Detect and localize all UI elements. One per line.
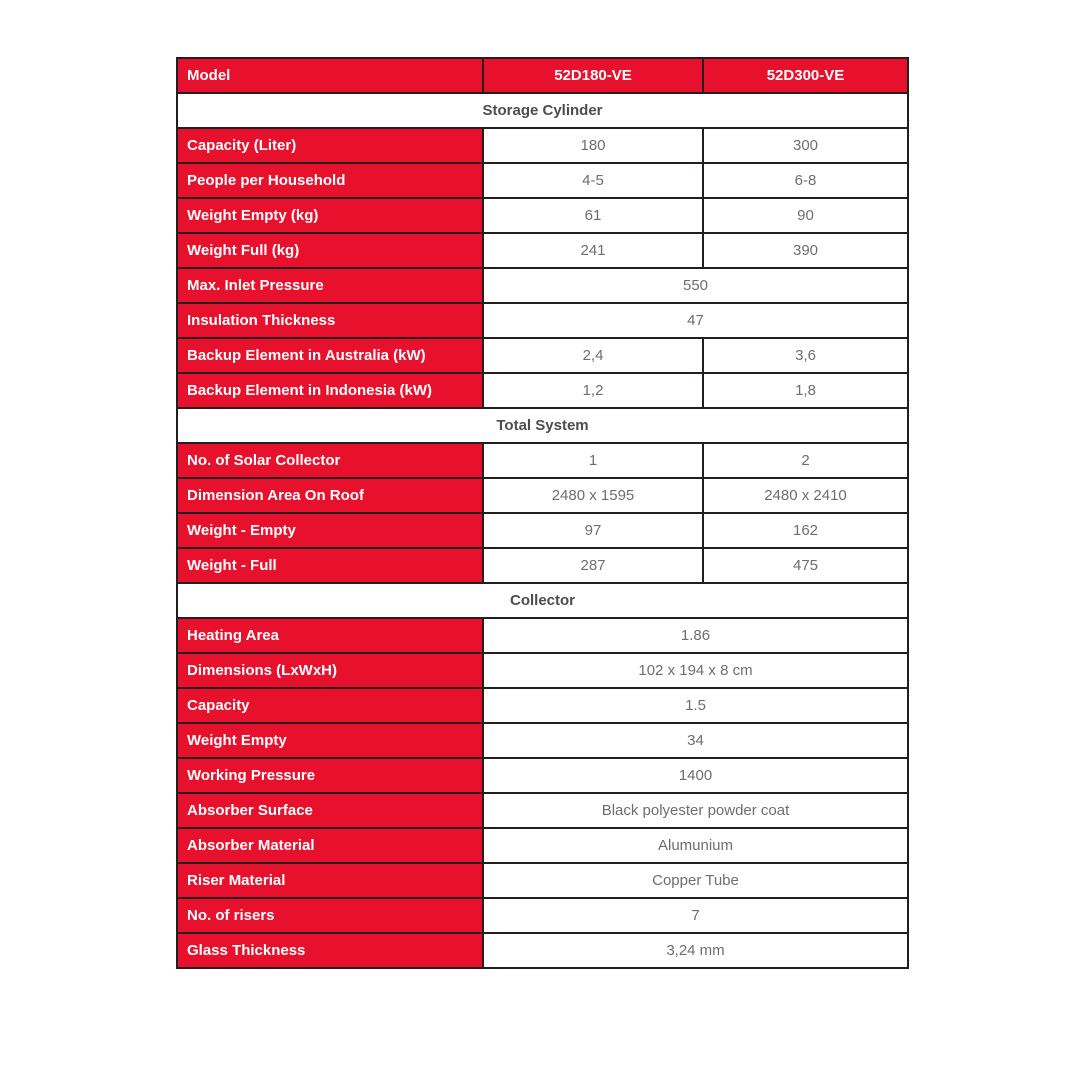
section-title: Collector bbox=[177, 583, 908, 618]
section-row-storage-cylinder bbox=[177, 93, 908, 128]
row-value-span: Black polyester powder coat bbox=[483, 793, 908, 828]
row-value-2: 300 bbox=[703, 128, 908, 163]
row-label: Riser Material bbox=[177, 863, 483, 898]
spec-row-capacity-liter bbox=[177, 128, 908, 163]
spec-row-absorber-material bbox=[177, 828, 908, 863]
spec-row-backup-element-australia bbox=[177, 338, 908, 373]
row-value-2: 2 bbox=[703, 443, 908, 478]
row-value-2: 6-8 bbox=[703, 163, 908, 198]
row-label: Working Pressure bbox=[177, 758, 483, 793]
row-label: Max. Inlet Pressure bbox=[177, 268, 483, 303]
row-value-span: 7 bbox=[483, 898, 908, 933]
row-value-1: 2480 x 1595 bbox=[483, 478, 703, 513]
row-value-span: Alumunium bbox=[483, 828, 908, 863]
model-header-label: Model bbox=[177, 58, 483, 93]
row-label: Capacity bbox=[177, 688, 483, 723]
row-value-span: 3,24 mm bbox=[483, 933, 908, 968]
row-value-1: 1,2 bbox=[483, 373, 703, 408]
spec-row-people-per-household bbox=[177, 163, 908, 198]
row-label: Backup Element in Indonesia (kW) bbox=[177, 373, 483, 408]
spec-table bbox=[176, 57, 909, 969]
row-value-1: 180 bbox=[483, 128, 703, 163]
table-header-row bbox=[177, 58, 908, 93]
row-value-2: 162 bbox=[703, 513, 908, 548]
row-value-1: 97 bbox=[483, 513, 703, 548]
spec-row-riser-material bbox=[177, 863, 908, 898]
row-value-span: 1400 bbox=[483, 758, 908, 793]
row-label: Capacity (Liter) bbox=[177, 128, 483, 163]
row-label: People per Household bbox=[177, 163, 483, 198]
row-value-2: 2480 x 2410 bbox=[703, 478, 908, 513]
row-label: Weight - Empty bbox=[177, 513, 483, 548]
row-value-1: 241 bbox=[483, 233, 703, 268]
spec-row-working-pressure bbox=[177, 758, 908, 793]
row-value-span: 1.5 bbox=[483, 688, 908, 723]
spec-row-collector-weight-empty bbox=[177, 723, 908, 758]
row-value-2: 3,6 bbox=[703, 338, 908, 373]
model-name-1: 52D180-VE bbox=[483, 58, 703, 93]
row-label: Weight Empty bbox=[177, 723, 483, 758]
row-value-span: 102 x 194 x 8 cm bbox=[483, 653, 908, 688]
spec-row-dimensions-lxwxh bbox=[177, 653, 908, 688]
row-value-span: 1.86 bbox=[483, 618, 908, 653]
row-label: No. of Solar Collector bbox=[177, 443, 483, 478]
row-value-span: 34 bbox=[483, 723, 908, 758]
row-value-span: Copper Tube bbox=[483, 863, 908, 898]
section-title: Storage Cylinder bbox=[177, 93, 908, 128]
row-value-span: 47 bbox=[483, 303, 908, 338]
model-name-2: 52D300-VE bbox=[703, 58, 908, 93]
row-value-1: 1 bbox=[483, 443, 703, 478]
spec-row-dimension-area-on-roof bbox=[177, 478, 908, 513]
spec-row-absorber-surface bbox=[177, 793, 908, 828]
row-label: Heating Area bbox=[177, 618, 483, 653]
row-value-1: 2,4 bbox=[483, 338, 703, 373]
row-label: Backup Element in Australia (kW) bbox=[177, 338, 483, 373]
row-label: Absorber Surface bbox=[177, 793, 483, 828]
row-label: No. of risers bbox=[177, 898, 483, 933]
row-label: Dimension Area On Roof bbox=[177, 478, 483, 513]
row-value-1: 4-5 bbox=[483, 163, 703, 198]
spec-row-weight-empty-kg bbox=[177, 198, 908, 233]
row-label: Weight Full (kg) bbox=[177, 233, 483, 268]
row-value-2: 90 bbox=[703, 198, 908, 233]
row-label: Dimensions (LxWxH) bbox=[177, 653, 483, 688]
spec-row-system-weight-empty bbox=[177, 513, 908, 548]
row-value-2: 1,8 bbox=[703, 373, 908, 408]
spec-row-no-of-solar-collector bbox=[177, 443, 908, 478]
row-value-1: 287 bbox=[483, 548, 703, 583]
row-label: Glass Thickness bbox=[177, 933, 483, 968]
row-value-2: 475 bbox=[703, 548, 908, 583]
spec-row-backup-element-indonesia bbox=[177, 373, 908, 408]
section-row-total-system bbox=[177, 408, 908, 443]
section-title: Total System bbox=[177, 408, 908, 443]
spec-row-heating-area bbox=[177, 618, 908, 653]
spec-row-max-inlet-pressure bbox=[177, 268, 908, 303]
section-row-collector bbox=[177, 583, 908, 618]
row-value-1: 61 bbox=[483, 198, 703, 233]
spec-row-no-of-risers bbox=[177, 898, 908, 933]
spec-row-insulation-thickness bbox=[177, 303, 908, 338]
spec-row-system-weight-full bbox=[177, 548, 908, 583]
spec-row-weight-full-kg bbox=[177, 233, 908, 268]
row-value-2: 390 bbox=[703, 233, 908, 268]
row-label: Absorber Material bbox=[177, 828, 483, 863]
spec-row-glass-thickness bbox=[177, 933, 908, 968]
row-value-span: 550 bbox=[483, 268, 908, 303]
row-label: Weight - Full bbox=[177, 548, 483, 583]
row-label: Weight Empty (kg) bbox=[177, 198, 483, 233]
spec-row-collector-capacity bbox=[177, 688, 908, 723]
row-label: Insulation Thickness bbox=[177, 303, 483, 338]
